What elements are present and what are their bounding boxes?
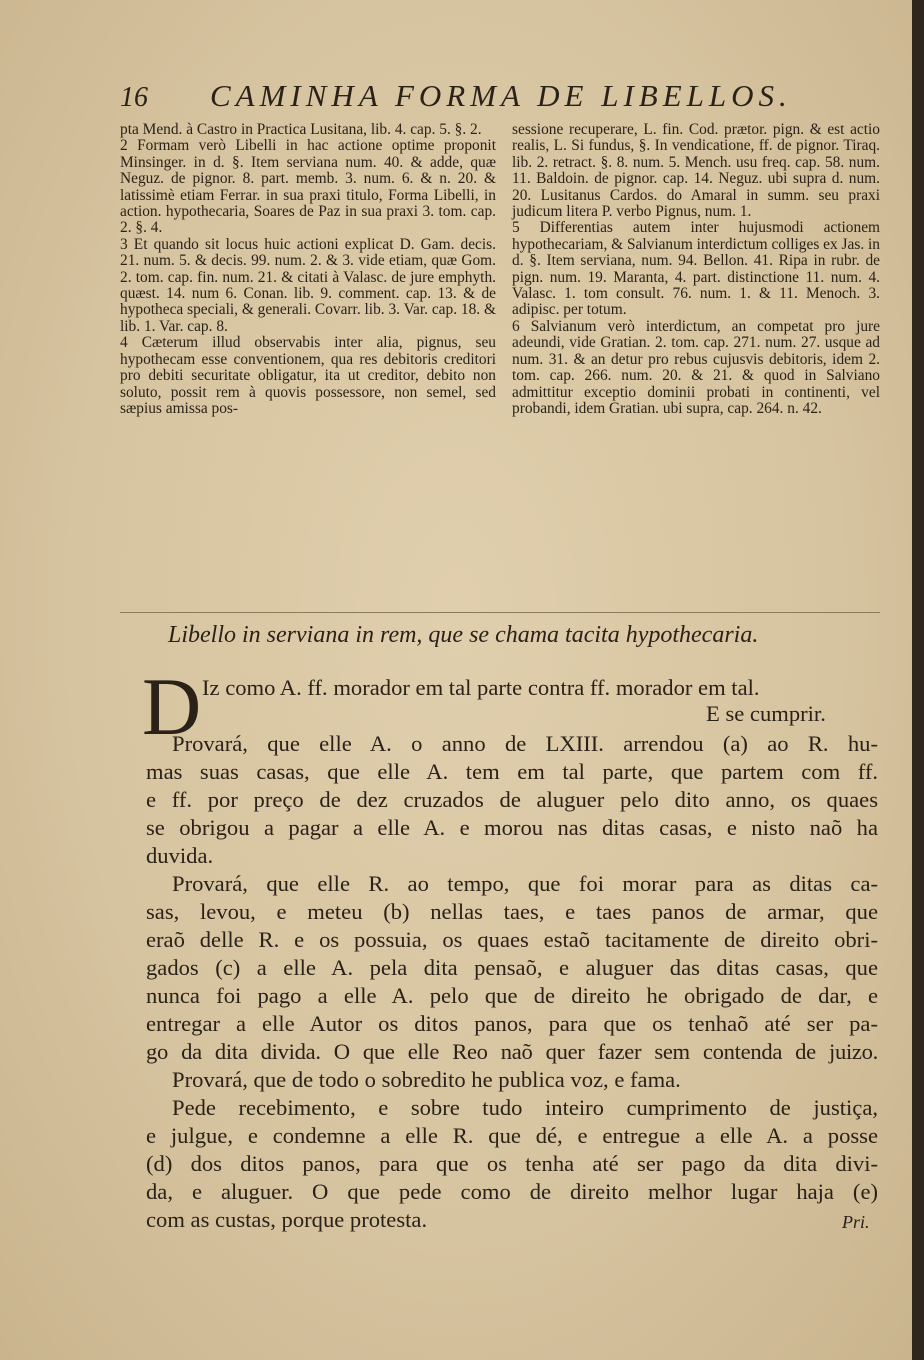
main-line-1: Iz como A. ff. morador em tal parte contra ff. morador em tal. <box>202 675 760 700</box>
right-note-1: sessione recuperare, L. fin. Cod. prætor. pign. & est actio realis, L. Si fundus, §. In vendicatione, ff. de pignor. Tiraq. lib. 2. retract. §. 8. num. 5. Mench. usu freq. cap. 58. num. 11. Baldoin. de pignor. cap. 14. Neguz. ubi supra d. num. 20. Lusitanus Cardos. do Amaral in summ. seu praxi judicum litera P. verbo Pignus, num. 1. <box>512 121 880 221</box>
main-line-8: Provará, que elle R. ao tempo, que foi morar para as ditas ca- <box>172 871 878 896</box>
main-line-20: com as custas, porque protesta. <box>146 1207 428 1232</box>
catchword: Pri. <box>842 1212 870 1232</box>
left-note-2: 2 Formam verò Libelli in hac actione optime proponit Minsinger. in d. §. Item serviana num. 40. & adde, quæ Neguz. de pignor. 8. part. memb. 3. num. 6. & n. 20. & latissimè etiam Ferrar. in sua praxi titulo, Forma Libelli, in action. hypothecaria, Soares de Paz in sua praxi 3. tom. cap. 2. §. 4. <box>120 137 496 237</box>
right-footnote-column <box>512 122 880 417</box>
main-line-7: duvida. <box>146 843 214 868</box>
main-line-17: e julgue, e condemne a elle R. que dé, e entregue a elle A. a posse <box>146 1123 878 1148</box>
main-line-9: sas, levou, e meteu (b) nellas taes, e taes panos de armar, que <box>146 899 878 924</box>
right-note-2: 5 Differentias autem inter hujusmodi actionem hypothecariam, & Salvianum interdictum colliges ex Jas. in d. §. Item serviana, num. 94. Bellon. 41. Ripa in rubr. de pign. num. 19. Maranta, 4. part. distinctione 11. num. 4. Valasc. 1. tom consult. 76. num. 1. & 11. Menoch. 3. adipisc. per totum. <box>512 219 881 319</box>
main-line-15: Provará, que de todo o sobredito he publica voz, e fama. <box>172 1067 681 1092</box>
main-line-10: eraõ delle R. e os possuia, os quaes estaõ tacitamente de direito obri- <box>146 927 878 952</box>
left-footnote-column <box>120 122 496 417</box>
drop-cap: D <box>142 661 202 752</box>
main-line-18: (d) dos ditos panos, para que os tenha até ser pago da dita divi- <box>146 1151 878 1176</box>
main-line-6: se obrigou a pagar a elle A. e morou nas ditas casas, e nisto naõ ha <box>146 815 878 840</box>
main-line-2: E se cumprir. <box>706 701 826 726</box>
running-title: CAMINHA FORMA DE LIBELLOS. <box>210 78 792 113</box>
main-line-13: entregar a elle Autor os ditos panos, para que os tenhaõ até ser pa- <box>146 1011 878 1036</box>
page-edge <box>912 0 924 1360</box>
right-note-3: 6 Salvianum verò interdictum, an competat pro jure adeundi, vide Gratian. 2. tom. cap. 271. num. 27. usque ad num. 31. & an detur pro rebus cujusvis debitoris, idem 2. tom. cap. 266. num. 20. & 21. & quod in Salviano admittitur exceptio dominii probati in continenti, vel probandi, idem Gratian. ubi supra, cap. 264. n. 42. <box>512 317 880 417</box>
left-note-1: pta Mend. à Castro in Practica Lusitana, lib. 4. cap. 5. §. 2. <box>120 121 482 138</box>
left-note-3: 3 Et quando sit locus huic actioni explicat D. Gam. decis. 21. num. 5. & decis. 99. num. 2. & 3. vide etiam, quæ Gom. 2. tom. cap. fin. num. 21. & citati à Valasc. de jure emphyth. quæst. 14. num 6. Conan. lib. 9. comment. cap. 13. & de hypotheca speciali, & generali. Covarr. lib. 3. Var. cap. 18. & lib. 1. Var. cap. 8. <box>120 235 496 335</box>
main-line-14: go da dita divida. O que elle Reo naõ quer fazer sem contenda de juizo. <box>146 1039 878 1064</box>
main-line-4: mas suas casas, que elle A. tem em tal parte, que partem com ff. <box>146 759 878 784</box>
section-divider <box>120 612 880 613</box>
libello-title: Libello in serviana in rem, que se chama tacita hypothecaria. <box>168 622 759 648</box>
left-note-4: 4 Cæterum illud observabis inter alia, pignus, seu hypothecam esse conventionem, qua res debitoris creditori pro debiti securitate obligatur, ita ut creditor, debito non soluto, possit rem à quovis possessore, non semel, sed sæpius amissa pos- <box>120 334 496 417</box>
main-line-12: nunca foi pago a elle A. pelo que de direito he obrigado de dar, e <box>146 983 878 1008</box>
main-line-16: Pede recebimento, e sobre tudo inteiro cumprimento de justiça, <box>172 1095 878 1120</box>
main-line-19: da, e aluguer. O que pede como de direito melhor lugar haja (e) <box>146 1179 878 1204</box>
main-line-11: gados (c) a elle A. pela dita pensaõ, e aluguer das ditas casas, que <box>146 955 878 980</box>
main-line-3: Provará, que elle A. o anno de LXIII. arrendou (a) ao R. hu- <box>172 731 878 756</box>
page-number: 16 <box>120 82 148 113</box>
main-line-5: e ff. por preço de dez cruzados de aluguer pelo dito anno, os quaes <box>146 787 878 812</box>
